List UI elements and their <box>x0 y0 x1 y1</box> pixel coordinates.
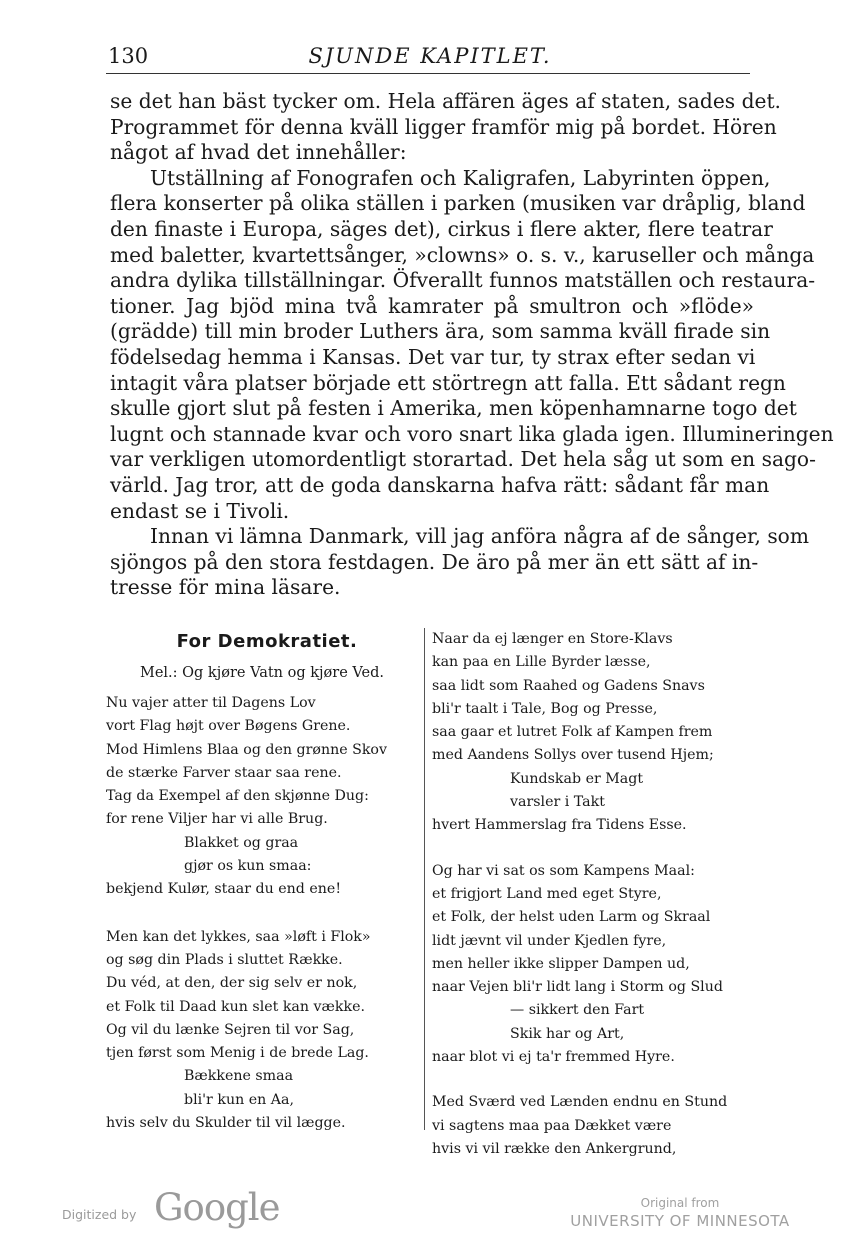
body-line: endast se i Tivoli. <box>110 498 290 523</box>
body-line: flera konserter på olika ställen i parken (musiken var dråplig, bland <box>110 191 806 216</box>
poem-melody: Mel.: Og kjøre Vatn og kjøre Ved. <box>139 665 384 681</box>
body-line: var verkligen utomordentligt storartad. Det hela såg ut som en sago- <box>110 447 816 472</box>
verse-line: bekjend Kulør, staar du end ene! <box>106 881 342 898</box>
verse-line: — sikkert den Fart <box>510 1002 645 1019</box>
page-header <box>0 0 854 80</box>
verse-line: og søg din Plads i sluttet Række. <box>106 951 343 968</box>
verse-line: med Aandens Sollys over tusend Hjem; <box>432 747 714 764</box>
verse-line: Og har vi sat os som Kampens Maal: <box>432 862 695 879</box>
verse-line: Bækkene smaa <box>184 1068 294 1085</box>
verse-line: Men kan det lykkes, saa »løft i Flok» <box>106 928 371 945</box>
verse-line: for rene Viljer har vi alle Brug. <box>106 811 328 828</box>
body-line: den finaste i Europa, säges det), cirkus i flere akter, flere teatrar <box>110 216 773 241</box>
verse-line: Du véd, at den, der sig selv er nok, <box>106 975 358 992</box>
verse-line: Mod Himlens Blaa og den grønne Skov <box>106 741 387 758</box>
body-line: något af hvad det innehåller: <box>110 140 407 165</box>
verse-line: naar Vejen bli'r lidt lang i Storm og Slud <box>432 979 723 996</box>
university-name: UNIVERSITY OF MINNESOTA <box>570 1212 790 1230</box>
body-line: med baletter, kvartettsånger, »clowns» o. s. v., karuseller och många <box>110 242 815 267</box>
body-line: se det han bäst tycker om. Hela affären äges af staten, sades det. <box>110 89 781 113</box>
verse-line: Kundskab er Magt <box>510 770 644 787</box>
verse-line: Med Sværd ved Lænden endnu en Stund <box>432 1094 728 1111</box>
page-number: 130 <box>108 44 149 68</box>
original-source <box>560 1196 800 1232</box>
body-line: Innan vi lämna Danmark, vill jag anföra några af de sånger, som <box>150 524 809 549</box>
poem-title: For Demokratiet. <box>176 631 358 652</box>
stanza <box>432 1091 750 1161</box>
running-title: SJUNDE KAPITLET. <box>308 44 552 68</box>
google-logo: Google <box>154 1186 280 1229</box>
verse-line: kan paa en Lille Byrder læsse, <box>432 654 651 671</box>
verse-line: Og vil du lænke Sejren til vor Sag, <box>106 1021 355 1038</box>
verse-line: Naar da ej længer en Store-Klavs <box>432 631 673 647</box>
body-line: skulle gjort slut på festen i Amerika, men köpenhamnarne togo det <box>110 396 797 421</box>
body-line: tioner. Jag bjöd mina två kamrater på smultron och »flöde» <box>110 293 754 318</box>
header-rule <box>106 73 750 74</box>
body-line: (grädde) till min broder Luthers ära, som samma kväll firade sin <box>110 319 771 344</box>
verse-line: vort Flag højt over Bøgens Grene. <box>106 718 351 735</box>
body-line: Utställning af Fonografen och Kaligrafen, Labyrinten öppen, <box>150 165 771 190</box>
verse-line: tjen først som Menig i de brede Lag. <box>106 1045 369 1062</box>
body-line: värld. Jag tror, att de goda danskarna hafva rätt: sådant får man <box>110 472 770 497</box>
verse-line: Tag da Exempel af den skjønne Dug: <box>106 788 369 805</box>
stanza <box>432 860 750 1070</box>
verse-line: hvert Hammerslag fra Tidens Esse. <box>432 817 687 834</box>
body-line: andra dylika tillställningar. Öfverallt funnos matställen och restaura- <box>110 268 816 293</box>
verse-line: Nu vajer atter til Dagens Lov <box>106 695 316 711</box>
verse-line: de stærke Farver staar saa rene. <box>106 764 342 781</box>
verse-line: vi sagtens maa paa Dækket være <box>432 1117 672 1134</box>
body-line: lugnt och stannade kvar och voro snart lika glada igen. Illumineringen <box>110 421 834 446</box>
verse-line: men heller ikke slipper Dampen ud, <box>432 955 690 972</box>
body-line: Programmet för denna kväll ligger framför mig på bordet. Hören <box>110 114 777 139</box>
verse-line: hvis vi vil række den Ankergrund, <box>432 1140 677 1157</box>
poem-left-column <box>106 628 418 1135</box>
verse-line: et Folk til Daad kun slet kan vække. <box>106 998 365 1015</box>
body-line: sjöngos på den stora festdagen. De äro på mer än ett sätt af in- <box>110 549 759 574</box>
poem-right-column <box>432 628 750 1161</box>
body-line: intagit våra platser började ett störtregn att falla. Ett sådant regn <box>110 370 786 395</box>
verse-line: saa lidt som Raahed og Gadens Snavs <box>432 677 705 694</box>
verse-line: bli'r kun en Aa, <box>184 1091 294 1108</box>
verse-line: gjør os kun smaa: <box>184 858 312 875</box>
stanza <box>432 628 750 838</box>
body-text <box>110 89 834 601</box>
verse-line: hvis selv du Skulder til vil lægge. <box>106 1115 346 1132</box>
digitized-by-label: Digitized by <box>62 1207 137 1222</box>
verse-line: bli'r taalt i Tale, Bog og Presse, <box>432 700 658 717</box>
verse-line: Blakket og graa <box>184 834 299 851</box>
verse-line: lidt jævnt vil under Kjedlen fyre, <box>432 932 667 949</box>
column-divider <box>424 628 425 1130</box>
body-line: tresse för mina läsare. <box>110 575 341 600</box>
verse-line: naar blot vi ej ta'r fremmed Hyre. <box>432 1049 675 1066</box>
verse-line: Skik har og Art, <box>510 1025 625 1042</box>
original-from-label: Original from <box>640 1196 720 1210</box>
stanza <box>106 926 418 1136</box>
body-line: födelsedag hemma i Kansas. Det var tur, ty strax efter sedan vi <box>110 344 756 369</box>
verse-line: et Folk, der helst uden Larm og Skraal <box>432 909 711 926</box>
verse-line: saa gaar et lutret Folk af Kampen frem <box>432 724 713 741</box>
stanza <box>106 692 418 902</box>
verse-line: varsler i Takt <box>510 794 605 811</box>
verse-line: et frigjort Land med eget Styre, <box>432 885 662 902</box>
